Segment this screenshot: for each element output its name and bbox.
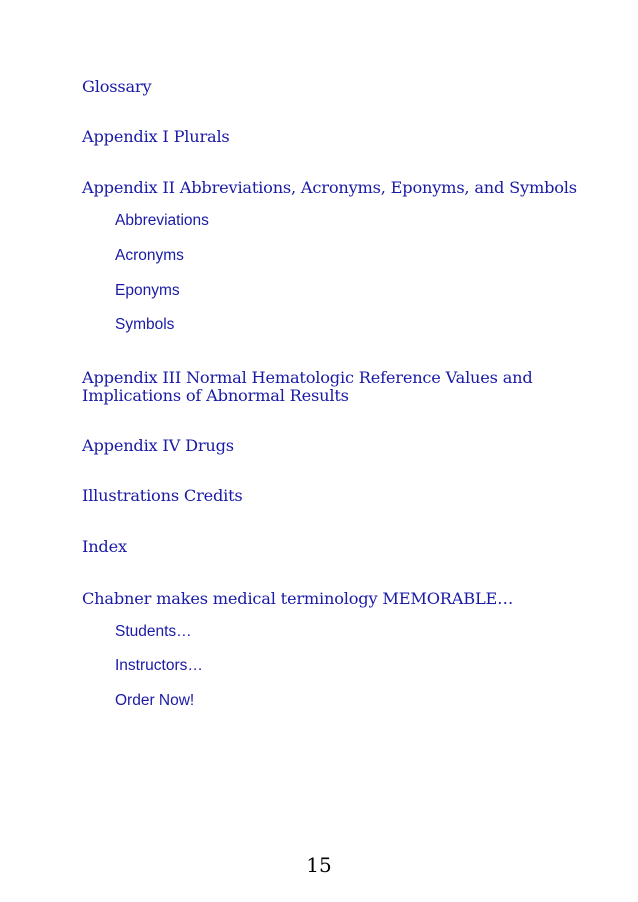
toc-sublink-acronyms[interactable]: Acronyms: [115, 247, 184, 264]
toc-sublink-students[interactable]: Students…: [115, 623, 192, 640]
toc-sublink-abbreviations[interactable]: Abbreviations: [115, 212, 209, 229]
toc-sublink-instructors[interactable]: Instructors…: [115, 657, 203, 674]
toc-link-glossary[interactable]: Glossary: [82, 77, 152, 96]
toc-link-appendix-2[interactable]: Appendix II Abbreviations, Acronyms, Eponyms, and Symbols: [82, 178, 577, 197]
toc-link-appendix-4-drugs[interactable]: Appendix IV Drugs: [82, 436, 234, 455]
toc-link-index[interactable]: Index: [82, 537, 127, 556]
toc-sublink-eponyms[interactable]: Eponyms: [115, 282, 180, 299]
toc-link-illustrations-credits[interactable]: Illustrations Credits: [82, 486, 243, 505]
toc-link-appendix-3-line2[interactable]: Implications of Abnormal Results: [82, 386, 349, 405]
page-number: 15: [306, 853, 332, 877]
toc-link-appendix-3-line1[interactable]: Appendix III Normal Hematologic Reference Values and: [82, 368, 533, 387]
toc-link-chabner-memorable[interactable]: Chabner makes medical terminology MEMORABLE…: [82, 589, 514, 608]
toc-link-appendix-1-plurals[interactable]: Appendix I Plurals: [82, 127, 230, 146]
toc-sublink-symbols[interactable]: Symbols: [115, 316, 175, 333]
toc-sublink-order-now[interactable]: Order Now!: [115, 692, 195, 709]
